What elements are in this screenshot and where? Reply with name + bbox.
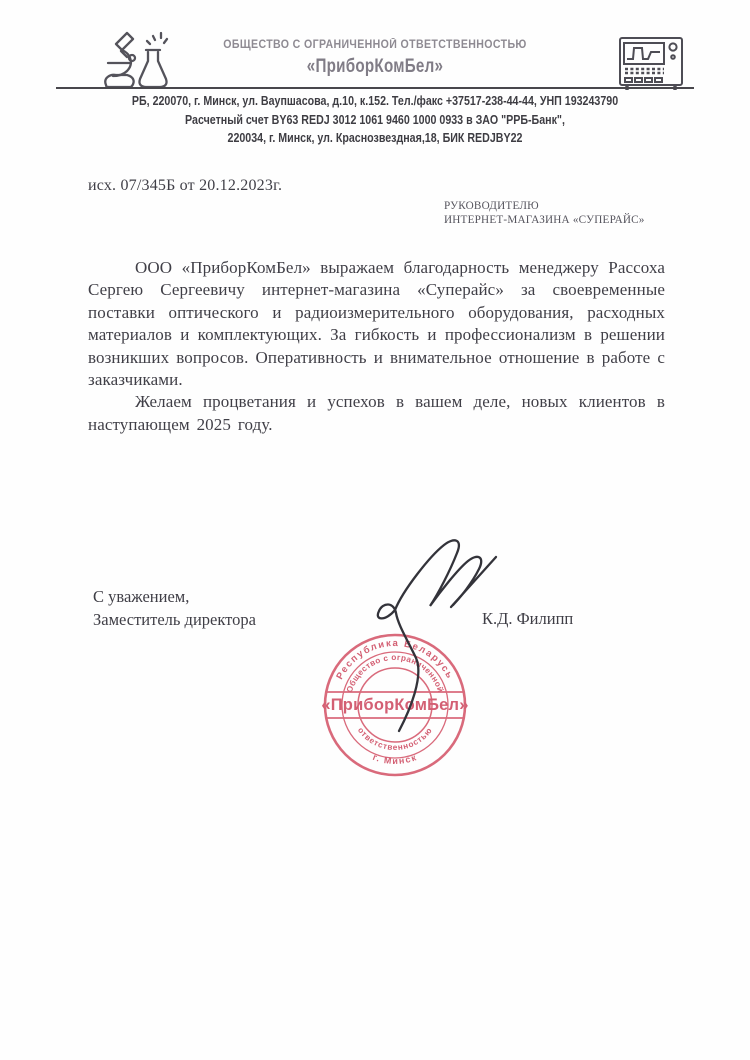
outgoing-reference: исх. 07/345Б от 20.12.2023г.	[88, 177, 283, 194]
address-line-1: РБ, 220070, г. Минск, ул. Ваупшасова, д.10, к.152. Тел./факс +37517-238-44-44, УНП 193243790	[131, 93, 619, 108]
addressee-title: РУКОВОДИТЕЛЮ	[444, 200, 539, 212]
closing-respect: С уважением,	[93, 587, 190, 606]
addressee-block	[444, 200, 645, 227]
signer-name: К.Д. Филипп	[482, 609, 574, 628]
org-type-line: ОБЩЕСТВО С ОГРАНИЧЕННОЙ ОТВЕТСТВЕННОСТЬЮ	[223, 39, 527, 51]
stamp-orgform-bottom-text: ответственностью	[355, 725, 435, 753]
stamp-city-text: г. Минск	[371, 751, 419, 767]
handwritten-signature	[358, 528, 508, 743]
body-paragraph-2: Желаем процветания и успехов в вашем деле, новых клиентов в наступающем 2025 году.	[88, 392, 665, 434]
stamp-orgform-top-text: Общество с ограниченной	[344, 652, 446, 694]
svg-text:г. Минск	[371, 752, 418, 766]
stamp-center-text: «ПриборКомБел»	[322, 696, 469, 714]
address-line-2: Расчетный счет BY63 REDJ 3012 1061 9460 1000 0933 в ЗАО "РРБ-Банк",	[185, 112, 565, 127]
addressee-org: ИНТЕРНЕТ-МАГАЗИНА «СУПЕРАЙС»	[444, 213, 645, 226]
letter-body	[88, 257, 665, 436]
address-line-3: 220034, г. Минск, ул. Краснозвездная,18, БИК REDJBY22	[227, 130, 523, 145]
company-name: «ПриборКомБел»	[306, 56, 444, 77]
closing-block	[93, 586, 256, 631]
body-paragraph-1: ООО «ПриборКомБел» выражаем благодарность менеджеру Рассоха Сергею Сергеевичу интернет-магазина «Суперайс» за своевременные поставки оптического и радиоизмерительного оборудования, расходных материалов и комплектующих. За гибкость и профессионализм в решении возникших вопросов. Оперативность и внимательное отношение в работе с заказчиками.	[88, 258, 665, 390]
closing-position: Заместитель директора	[93, 609, 256, 629]
stamp-country-text: Республика Беларусь	[334, 637, 456, 682]
letterhead-divider	[56, 87, 694, 89]
